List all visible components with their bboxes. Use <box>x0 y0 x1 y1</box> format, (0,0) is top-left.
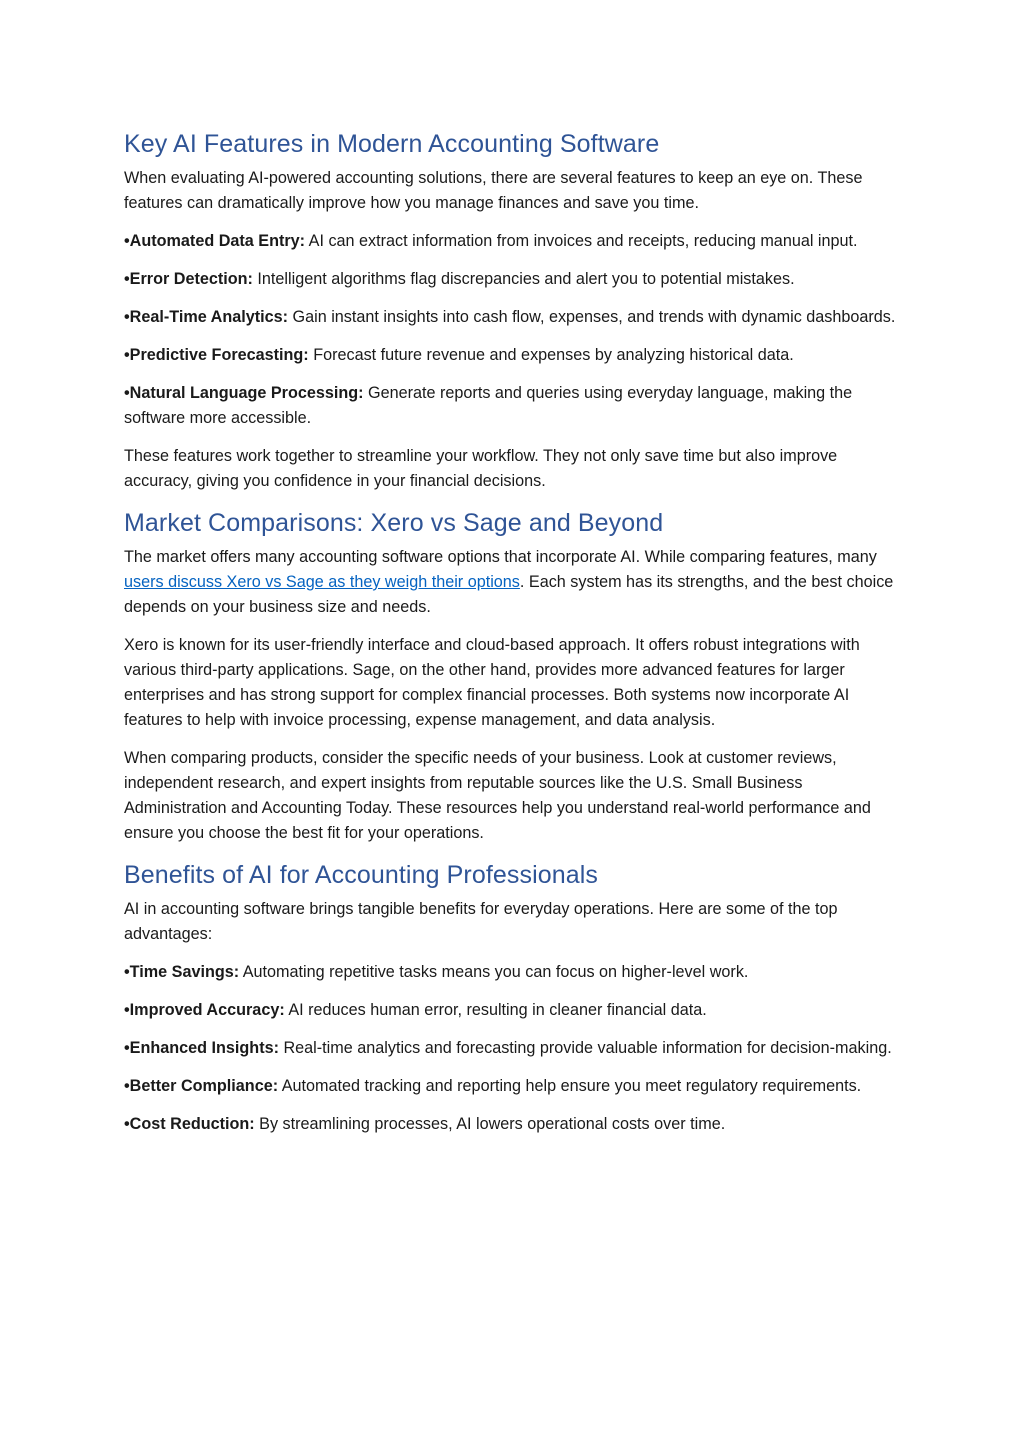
bullet-text: Automating repetitive tasks means you can focus on higher-level work. <box>239 963 749 981</box>
bullet-term: Error Detection: <box>129 270 253 288</box>
bullet-icon: • <box>124 1001 130 1019</box>
bullet-icon: • <box>124 1039 130 1057</box>
bullet-term: Natural Language Processing: <box>129 384 364 402</box>
bullet-term: Improved Accuracy: <box>129 1001 285 1019</box>
list-item <box>124 381 900 431</box>
bullet-icon: • <box>124 308 130 326</box>
bullet-text: Real-time analytics and forecasting provide valuable information for decision-making. <box>278 1039 892 1057</box>
bullet-text: Forecast future revenue and expenses by analyzing historical data. <box>308 346 794 364</box>
bullet-term: Enhanced Insights: <box>129 1039 279 1057</box>
bullet-text: Automated tracking and reporting help ensure you meet regulatory requirements. <box>278 1077 862 1095</box>
bullet-icon: • <box>124 963 130 981</box>
section-heading: Benefits of AI for Accounting Professionals <box>124 861 599 889</box>
paragraph <box>124 545 900 620</box>
paragraph: When comparing products, consider the specific needs of your business. Look at customer reviews, independent research, and expert insights from reputable sources like the U.S. Small Business Administration and Accounting Today. These resources help you understand real-world performance and ensure you choose the best fit for your operations. <box>124 749 871 842</box>
section-key-ai-features <box>124 128 900 494</box>
document-page <box>124 128 900 1150</box>
list-item <box>124 229 900 254</box>
bullet-icon: • <box>124 384 130 402</box>
bullet-text: AI can extract information from invoices and receipts, reducing manual input. <box>305 232 858 250</box>
list-item <box>124 343 900 368</box>
bullet-icon: • <box>124 270 130 288</box>
paragraph: Xero is known for its user-friendly interface and cloud-based approach. It offers robust integrations with various third-party applications. Sage, on the other hand, provides more advanced features for larger enterprises and has strong support for complex financial processes. Both systems now incorporate AI features to help with invoice processing, expense management, and data analysis. <box>124 636 860 729</box>
bullet-term: Time Savings: <box>129 963 240 981</box>
bullet-text: Intelligent algorithms flag discrepancies and alert you to potential mistakes. <box>252 270 795 288</box>
bullet-icon: • <box>124 232 130 250</box>
section-intro: When evaluating AI-powered accounting solutions, there are several features to keep an eye on. These features can dramatically improve how you manage finances and save you time. <box>124 169 863 212</box>
list-item <box>124 960 900 985</box>
bullet-text: Gain instant insights into cash flow, expenses, and trends with dynamic dashboards. <box>288 308 896 326</box>
bullet-text: By streamlining processes, AI lowers operational costs over time. <box>254 1115 726 1133</box>
section-benefits <box>124 859 900 1137</box>
section-market-comparisons <box>124 507 900 846</box>
section-intro: AI in accounting software brings tangible benefits for everyday operations. Here are some of the top advantages: <box>124 900 838 943</box>
bullet-icon: • <box>124 346 130 364</box>
xero-vs-sage-link[interactable]: users discuss Xero vs Sage as they weigh their options <box>124 573 520 591</box>
paragraph-text: . Each system has its strengths, and the best choice depends on your business size and needs. <box>124 573 894 616</box>
bullet-term: Automated Data Entry: <box>129 232 306 250</box>
list-item <box>124 1036 900 1061</box>
bullet-term: Predictive Forecasting: <box>129 346 309 364</box>
list-item <box>124 1112 900 1137</box>
bullet-term: Better Compliance: <box>129 1077 279 1095</box>
bullet-icon: • <box>124 1115 130 1133</box>
list-item <box>124 998 900 1023</box>
section-heading: Market Comparisons: Xero vs Sage and Beyond <box>124 509 664 537</box>
bullet-term: Real-Time Analytics: <box>129 308 289 326</box>
section-outro: These features work together to streamline your workflow. They not only save time but also improve accuracy, giving you confidence in your financial decisions. <box>124 447 838 490</box>
bullet-icon: • <box>124 1077 130 1095</box>
list-item <box>124 1074 900 1099</box>
bullet-text: AI reduces human error, resulting in cleaner financial data. <box>284 1001 707 1019</box>
list-item <box>124 305 900 330</box>
paragraph-text: The market offers many accounting software options that incorporate AI. While comparing features, many <box>124 548 877 566</box>
bullet-term: Cost Reduction: <box>129 1115 255 1133</box>
section-heading: Key AI Features in Modern Accounting Software <box>124 130 660 158</box>
list-item <box>124 267 900 292</box>
bullet-text: Generate reports and queries using everyday language, making the software more accessible. <box>124 384 853 427</box>
